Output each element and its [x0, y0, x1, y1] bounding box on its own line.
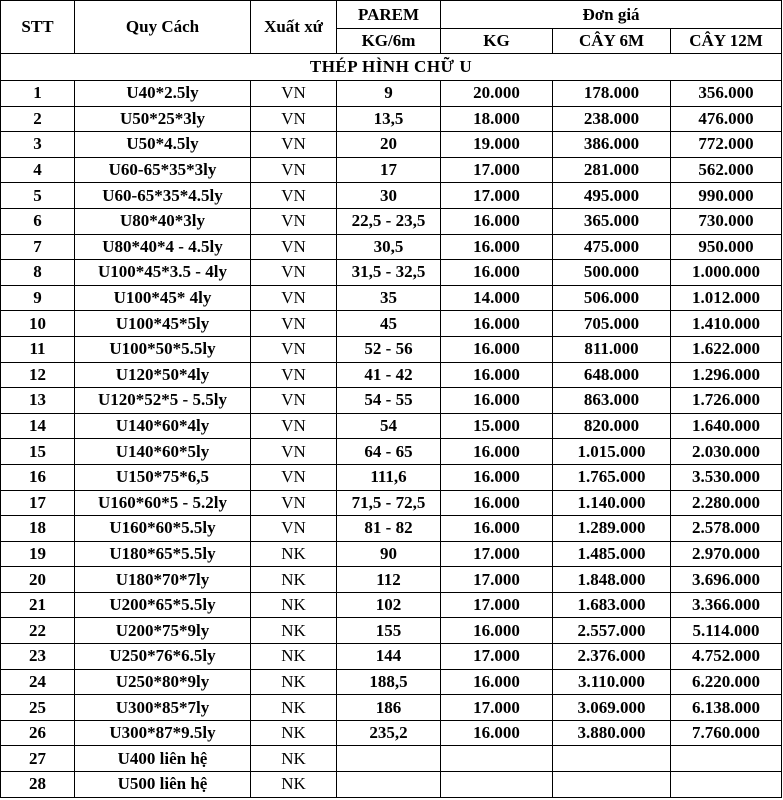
- cell-spec: U140*60*5ly: [75, 439, 251, 465]
- cell-price-kg: 16.000: [441, 260, 553, 286]
- cell-stt: 9: [1, 285, 75, 311]
- cell-origin: VN: [251, 234, 337, 260]
- cell-price-12m: 2.970.000: [671, 541, 782, 567]
- cell-price-6m: 648.000: [553, 362, 671, 388]
- cell-price-12m: 7.760.000: [671, 720, 782, 746]
- cell-price-6m: 475.000: [553, 234, 671, 260]
- cell-spec: U120*50*4ly: [75, 362, 251, 388]
- cell-price-6m: 1.015.000: [553, 439, 671, 465]
- table-row: [1, 132, 782, 158]
- cell-origin: VN: [251, 516, 337, 542]
- cell-price-kg: 16.000: [441, 618, 553, 644]
- cell-stt: 12: [1, 362, 75, 388]
- cell-origin: VN: [251, 132, 337, 158]
- cell-price-12m: 2.578.000: [671, 516, 782, 542]
- cell-weight: 54 - 55: [337, 388, 441, 414]
- section-row: [1, 54, 782, 81]
- cell-origin: NK: [251, 746, 337, 772]
- cell-spec: U120*52*5 - 5.5ly: [75, 388, 251, 414]
- table-row: [1, 541, 782, 567]
- cell-weight: 64 - 65: [337, 439, 441, 465]
- cell-price-6m: 3.069.000: [553, 695, 671, 721]
- cell-weight: 102: [337, 592, 441, 618]
- table-row: [1, 592, 782, 618]
- cell-origin: VN: [251, 106, 337, 132]
- cell-price-12m: 562.000: [671, 157, 782, 183]
- cell-price-kg: 16.000: [441, 464, 553, 490]
- header-price-6m: CÂY 6M: [553, 29, 671, 54]
- cell-spec: U80*40*3ly: [75, 208, 251, 234]
- cell-weight: 186: [337, 695, 441, 721]
- cell-price-6m: 811.000: [553, 336, 671, 362]
- table-row: [1, 695, 782, 721]
- table-row: [1, 669, 782, 695]
- header-parem: PAREM: [337, 1, 441, 29]
- cell-spec: U150*75*6,5: [75, 464, 251, 490]
- cell-price-12m: 3.696.000: [671, 567, 782, 593]
- table-row: [1, 413, 782, 439]
- cell-stt: 16: [1, 464, 75, 490]
- header-spec: Quy Cách: [75, 1, 251, 54]
- cell-price-kg: 18.000: [441, 106, 553, 132]
- cell-stt: 27: [1, 746, 75, 772]
- cell-price-12m: 1.012.000: [671, 285, 782, 311]
- cell-stt: 6: [1, 208, 75, 234]
- cell-origin: VN: [251, 439, 337, 465]
- cell-price-6m: 1.848.000: [553, 567, 671, 593]
- cell-weight: 17: [337, 157, 441, 183]
- table-row: [1, 388, 782, 414]
- table-row: [1, 644, 782, 670]
- header-stt: STT: [1, 1, 75, 54]
- cell-origin: NK: [251, 695, 337, 721]
- cell-price-kg: 16.000: [441, 490, 553, 516]
- cell-price-6m: 705.000: [553, 311, 671, 337]
- cell-spec: U50*25*3ly: [75, 106, 251, 132]
- cell-price-6m: 2.557.000: [553, 618, 671, 644]
- table-body: [1, 54, 782, 798]
- cell-stt: 10: [1, 311, 75, 337]
- table-row: [1, 311, 782, 337]
- cell-spec: U250*80*9ly: [75, 669, 251, 695]
- cell-origin: VN: [251, 490, 337, 516]
- cell-spec: U40*2.5ly: [75, 81, 251, 107]
- cell-origin: VN: [251, 388, 337, 414]
- cell-stt: 21: [1, 592, 75, 618]
- cell-origin: NK: [251, 567, 337, 593]
- cell-origin: NK: [251, 592, 337, 618]
- cell-weight: 235,2: [337, 720, 441, 746]
- cell-spec: U160*60*5 - 5.2ly: [75, 490, 251, 516]
- cell-stt: 1: [1, 81, 75, 107]
- table-row: [1, 106, 782, 132]
- cell-weight: 111,6: [337, 464, 441, 490]
- cell-stt: 15: [1, 439, 75, 465]
- cell-origin: NK: [251, 720, 337, 746]
- cell-origin: VN: [251, 413, 337, 439]
- header-price-12m: CÂY 12M: [671, 29, 782, 54]
- cell-stt: 2: [1, 106, 75, 132]
- cell-price-12m: 990.000: [671, 183, 782, 209]
- header-price-kg: KG: [441, 29, 553, 54]
- cell-weight: 20: [337, 132, 441, 158]
- table-row: [1, 720, 782, 746]
- cell-origin: NK: [251, 772, 337, 798]
- cell-price-6m: 863.000: [553, 388, 671, 414]
- cell-spec: U140*60*4ly: [75, 413, 251, 439]
- cell-price-kg: 20.000: [441, 81, 553, 107]
- cell-price-6m: 506.000: [553, 285, 671, 311]
- cell-origin: VN: [251, 336, 337, 362]
- cell-spec: U300*85*7ly: [75, 695, 251, 721]
- cell-origin: NK: [251, 644, 337, 670]
- cell-spec: U100*45* 4ly: [75, 285, 251, 311]
- cell-stt: 26: [1, 720, 75, 746]
- cell-price-6m: [553, 746, 671, 772]
- cell-weight: 9: [337, 81, 441, 107]
- cell-price-kg: 16.000: [441, 311, 553, 337]
- table-row: [1, 362, 782, 388]
- cell-price-12m: 2.280.000: [671, 490, 782, 516]
- cell-stt: 13: [1, 388, 75, 414]
- table-row: [1, 260, 782, 286]
- cell-price-12m: 4.752.000: [671, 644, 782, 670]
- cell-spec: U60-65*35*4.5ly: [75, 183, 251, 209]
- cell-spec: U80*40*4 - 4.5ly: [75, 234, 251, 260]
- cell-weight: 52 - 56: [337, 336, 441, 362]
- cell-stt: 3: [1, 132, 75, 158]
- cell-price-12m: [671, 746, 782, 772]
- cell-price-kg: 16.000: [441, 516, 553, 542]
- cell-weight: 13,5: [337, 106, 441, 132]
- table-row: [1, 157, 782, 183]
- cell-price-12m: 3.366.000: [671, 592, 782, 618]
- cell-weight: 30,5: [337, 234, 441, 260]
- cell-price-6m: 1.683.000: [553, 592, 671, 618]
- cell-price-6m: 386.000: [553, 132, 671, 158]
- cell-price-6m: [553, 772, 671, 798]
- cell-weight: [337, 746, 441, 772]
- cell-origin: VN: [251, 208, 337, 234]
- cell-price-12m: 1.410.000: [671, 311, 782, 337]
- cell-stt: 24: [1, 669, 75, 695]
- section-title: THÉP HÌNH CHỮ U: [1, 54, 782, 81]
- cell-origin: VN: [251, 285, 337, 311]
- cell-stt: 17: [1, 490, 75, 516]
- cell-price-12m: 950.000: [671, 234, 782, 260]
- cell-price-kg: 17.000: [441, 541, 553, 567]
- cell-price-kg: 14.000: [441, 285, 553, 311]
- cell-stt: 5: [1, 183, 75, 209]
- cell-spec: U100*45*5ly: [75, 311, 251, 337]
- cell-weight: 155: [337, 618, 441, 644]
- cell-price-12m: 5.114.000: [671, 618, 782, 644]
- table-row: [1, 772, 782, 798]
- cell-price-12m: 356.000: [671, 81, 782, 107]
- table-row: [1, 439, 782, 465]
- cell-origin: VN: [251, 260, 337, 286]
- cell-weight: [337, 772, 441, 798]
- table-row: [1, 464, 782, 490]
- cell-weight: 35: [337, 285, 441, 311]
- cell-price-6m: 820.000: [553, 413, 671, 439]
- cell-price-kg: 16.000: [441, 362, 553, 388]
- cell-price-12m: 1.640.000: [671, 413, 782, 439]
- table-row: [1, 336, 782, 362]
- cell-weight: 144: [337, 644, 441, 670]
- cell-spec: U500 liên hệ: [75, 772, 251, 798]
- cell-stt: 22: [1, 618, 75, 644]
- table-row: [1, 208, 782, 234]
- cell-origin: VN: [251, 81, 337, 107]
- cell-spec: U180*65*5.5ly: [75, 541, 251, 567]
- table-row: [1, 490, 782, 516]
- cell-price-6m: 500.000: [553, 260, 671, 286]
- cell-spec: U250*76*6.5ly: [75, 644, 251, 670]
- cell-weight: 31,5 - 32,5: [337, 260, 441, 286]
- cell-price-12m: 2.030.000: [671, 439, 782, 465]
- cell-spec: U200*65*5.5ly: [75, 592, 251, 618]
- cell-origin: VN: [251, 311, 337, 337]
- cell-price-12m: 1.726.000: [671, 388, 782, 414]
- cell-spec: U180*70*7ly: [75, 567, 251, 593]
- cell-weight: 54: [337, 413, 441, 439]
- cell-weight: 30: [337, 183, 441, 209]
- cell-origin: VN: [251, 362, 337, 388]
- cell-price-6m: 1.765.000: [553, 464, 671, 490]
- cell-origin: NK: [251, 669, 337, 695]
- cell-price-12m: 1.000.000: [671, 260, 782, 286]
- cell-price-12m: 1.296.000: [671, 362, 782, 388]
- cell-weight: 45: [337, 311, 441, 337]
- cell-stt: 18: [1, 516, 75, 542]
- header-origin: Xuất xứ: [251, 1, 337, 54]
- cell-stt: 8: [1, 260, 75, 286]
- table-row: [1, 567, 782, 593]
- cell-price-6m: 495.000: [553, 183, 671, 209]
- cell-weight: 90: [337, 541, 441, 567]
- cell-spec: U400 liên hệ: [75, 746, 251, 772]
- cell-origin: VN: [251, 464, 337, 490]
- cell-stt: 28: [1, 772, 75, 798]
- cell-price-12m: 6.220.000: [671, 669, 782, 695]
- cell-price-6m: 1.140.000: [553, 490, 671, 516]
- cell-spec: U100*50*5.5ly: [75, 336, 251, 362]
- cell-price-12m: 6.138.000: [671, 695, 782, 721]
- header-price-group: Đơn giá: [441, 1, 782, 29]
- cell-origin: NK: [251, 618, 337, 644]
- cell-spec: U60-65*35*3ly: [75, 157, 251, 183]
- table-row: [1, 81, 782, 107]
- cell-price-kg: 15.000: [441, 413, 553, 439]
- cell-price-kg: 17.000: [441, 567, 553, 593]
- cell-price-kg: [441, 772, 553, 798]
- cell-price-kg: 19.000: [441, 132, 553, 158]
- table-row: [1, 285, 782, 311]
- cell-weight: 41 - 42: [337, 362, 441, 388]
- cell-weight: 71,5 - 72,5: [337, 490, 441, 516]
- table-row: [1, 618, 782, 644]
- cell-price-12m: 730.000: [671, 208, 782, 234]
- cell-price-kg: 17.000: [441, 695, 553, 721]
- cell-weight: 188,5: [337, 669, 441, 695]
- cell-price-6m: 178.000: [553, 81, 671, 107]
- cell-price-12m: 476.000: [671, 106, 782, 132]
- cell-price-kg: 17.000: [441, 592, 553, 618]
- cell-stt: 19: [1, 541, 75, 567]
- cell-price-kg: 16.000: [441, 720, 553, 746]
- header-parem-unit: KG/6m: [337, 29, 441, 54]
- cell-price-kg: 16.000: [441, 336, 553, 362]
- table-row: [1, 234, 782, 260]
- cell-weight: 112: [337, 567, 441, 593]
- cell-price-6m: 238.000: [553, 106, 671, 132]
- cell-spec: U200*75*9ly: [75, 618, 251, 644]
- cell-price-12m: 772.000: [671, 132, 782, 158]
- cell-price-12m: 3.530.000: [671, 464, 782, 490]
- cell-price-kg: 16.000: [441, 669, 553, 695]
- cell-spec: U160*60*5.5ly: [75, 516, 251, 542]
- cell-price-kg: 17.000: [441, 644, 553, 670]
- cell-stt: 14: [1, 413, 75, 439]
- cell-stt: 4: [1, 157, 75, 183]
- cell-stt: 11: [1, 336, 75, 362]
- cell-price-6m: 1.289.000: [553, 516, 671, 542]
- cell-weight: 22,5 - 23,5: [337, 208, 441, 234]
- cell-origin: VN: [251, 157, 337, 183]
- cell-price-kg: 16.000: [441, 439, 553, 465]
- cell-price-kg: 16.000: [441, 388, 553, 414]
- cell-spec: U50*4.5ly: [75, 132, 251, 158]
- cell-price-12m: [671, 772, 782, 798]
- cell-stt: 25: [1, 695, 75, 721]
- cell-stt: 20: [1, 567, 75, 593]
- cell-price-6m: 3.880.000: [553, 720, 671, 746]
- cell-price-6m: 281.000: [553, 157, 671, 183]
- table-row: [1, 183, 782, 209]
- cell-price-kg: 17.000: [441, 183, 553, 209]
- cell-price-kg: 16.000: [441, 234, 553, 260]
- cell-stt: 7: [1, 234, 75, 260]
- cell-price-6m: 1.485.000: [553, 541, 671, 567]
- cell-spec: U300*87*9.5ly: [75, 720, 251, 746]
- cell-origin: VN: [251, 183, 337, 209]
- cell-price-kg: [441, 746, 553, 772]
- cell-price-6m: 3.110.000: [553, 669, 671, 695]
- cell-price-12m: 1.622.000: [671, 336, 782, 362]
- table-row: [1, 746, 782, 772]
- cell-origin: NK: [251, 541, 337, 567]
- cell-spec: U100*45*3.5 - 4ly: [75, 260, 251, 286]
- cell-stt: 23: [1, 644, 75, 670]
- cell-price-kg: 17.000: [441, 157, 553, 183]
- cell-weight: 81 - 82: [337, 516, 441, 542]
- table-row: [1, 516, 782, 542]
- cell-price-6m: 365.000: [553, 208, 671, 234]
- cell-price-kg: 16.000: [441, 208, 553, 234]
- cell-price-6m: 2.376.000: [553, 644, 671, 670]
